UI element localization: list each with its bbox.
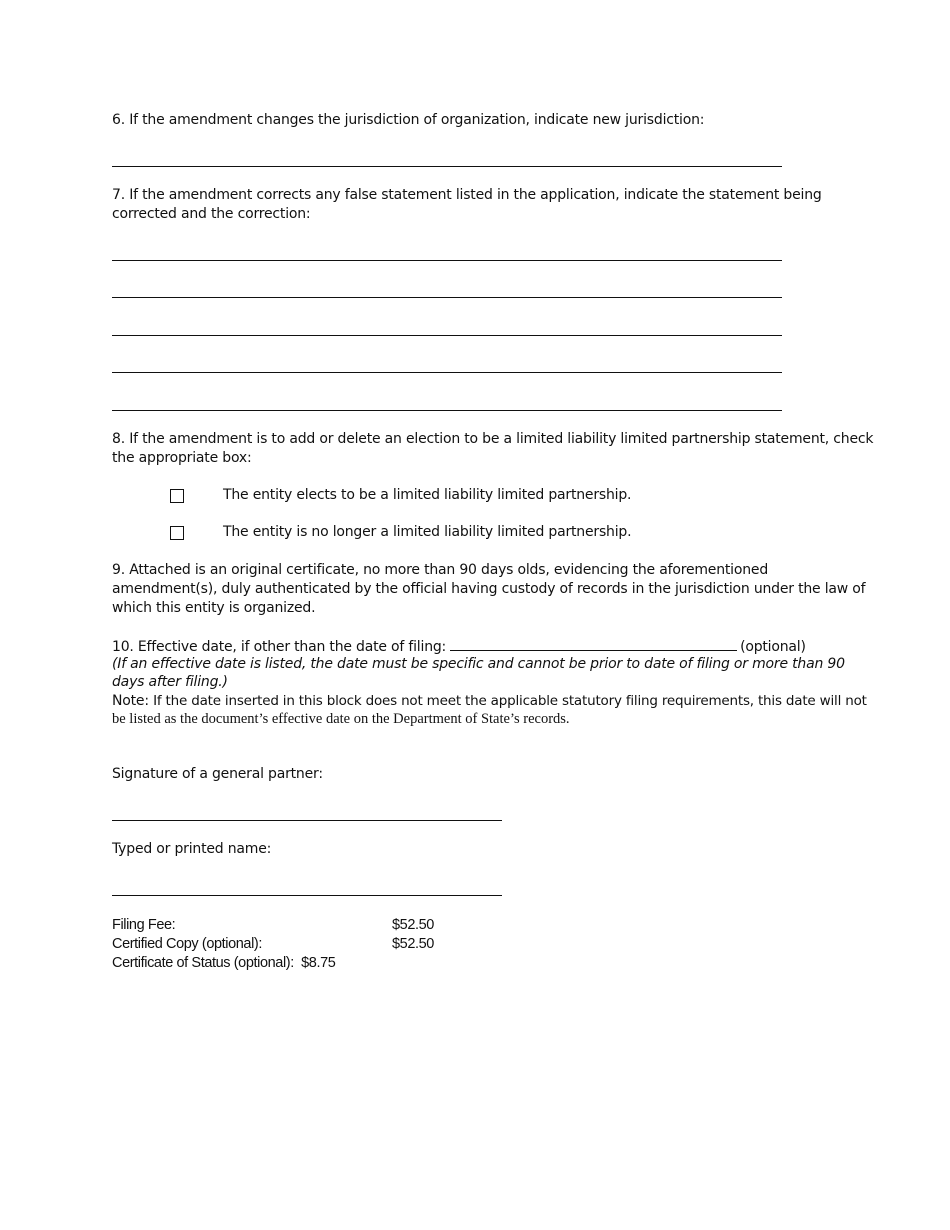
effective-date-label: 10. Effective date, if other than the date of filing: <box>112 639 447 655</box>
item-8-text <box>112 430 873 468</box>
correction-line-5[interactable] <box>112 410 782 411</box>
item-10-instruction <box>112 655 845 691</box>
certified-copy-value: $52.50 <box>392 936 434 952</box>
item-8-line-2: the appropriate box: <box>112 450 252 466</box>
correction-line-3[interactable] <box>112 335 782 336</box>
instruction-line-1: (If an effective date is listed, the date must be specific and cannot be prior to date of filing or more than 90 <box>112 656 845 672</box>
certified-copy-row <box>112 935 434 954</box>
elect-llp-checkbox[interactable] <box>170 489 184 503</box>
effective-date-optional: (optional) <box>740 639 806 655</box>
fees-block <box>112 916 434 973</box>
instruction-line-2: days after filing.) <box>112 674 228 690</box>
item-7-text <box>112 186 822 224</box>
note-line-1: If the date inserted in this block does not meet the applicable statutory filing requirements, this date will not <box>153 693 867 709</box>
certificate-status-row <box>112 954 335 973</box>
no-longer-llp-label: The entity is no longer a limited liability limited partnership. <box>223 524 632 540</box>
printed-name-label: Typed or printed name: <box>112 841 272 857</box>
new-jurisdiction-line[interactable] <box>112 166 782 167</box>
no-longer-llp-checkbox[interactable] <box>170 526 184 540</box>
filing-fee-row <box>112 916 434 935</box>
item-9-line-2: amendment(s), duly authenticated by the official having custody of records in the jurisdiction under the law of <box>112 581 866 597</box>
correction-line-2[interactable] <box>112 297 782 298</box>
item-8-line-1: 8. If the amendment is to add or delete an election to be a limited liability limited partnership statement, check <box>112 431 874 447</box>
correction-line-4[interactable] <box>112 372 782 373</box>
item-9-text <box>112 561 865 618</box>
note-label: Note: <box>112 693 149 709</box>
printed-name-line[interactable] <box>112 895 502 896</box>
item-9-line-3: which this entity is organized. <box>112 600 316 616</box>
effective-date-field[interactable] <box>450 636 737 651</box>
certified-copy-label: Certified Copy (optional): <box>112 936 262 952</box>
item-6-text: 6. If the amendment changes the jurisdiction of organization, indicate new jurisdiction: <box>112 112 705 128</box>
certificate-status-value: $8.75 <box>301 955 336 971</box>
item-9-line-1: 9. Attached is an original certificate, no more than 90 days olds, evidencing the aforementioned <box>112 562 768 578</box>
filing-fee-label: Filing Fee: <box>112 917 176 933</box>
item-7-line-1: 7. If the amendment corrects any false statement listed in the application, indicate the statement being <box>112 187 822 203</box>
correction-line-1[interactable] <box>112 260 782 261</box>
note-line-2: be listed as the document’s effective date on the Department of State’s records. <box>112 711 570 727</box>
item-10-note <box>112 692 867 728</box>
filing-fee-value: $52.50 <box>392 917 434 933</box>
elect-llp-label: The entity elects to be a limited liability limited partnership. <box>223 487 632 503</box>
signature-label: Signature of a general partner: <box>112 766 323 782</box>
signature-line[interactable] <box>112 820 502 821</box>
item-7-line-2: corrected and the correction: <box>112 206 311 222</box>
certificate-status-label: Certificate of Status (optional): <box>112 955 294 971</box>
item-10-effective-date <box>112 636 806 657</box>
